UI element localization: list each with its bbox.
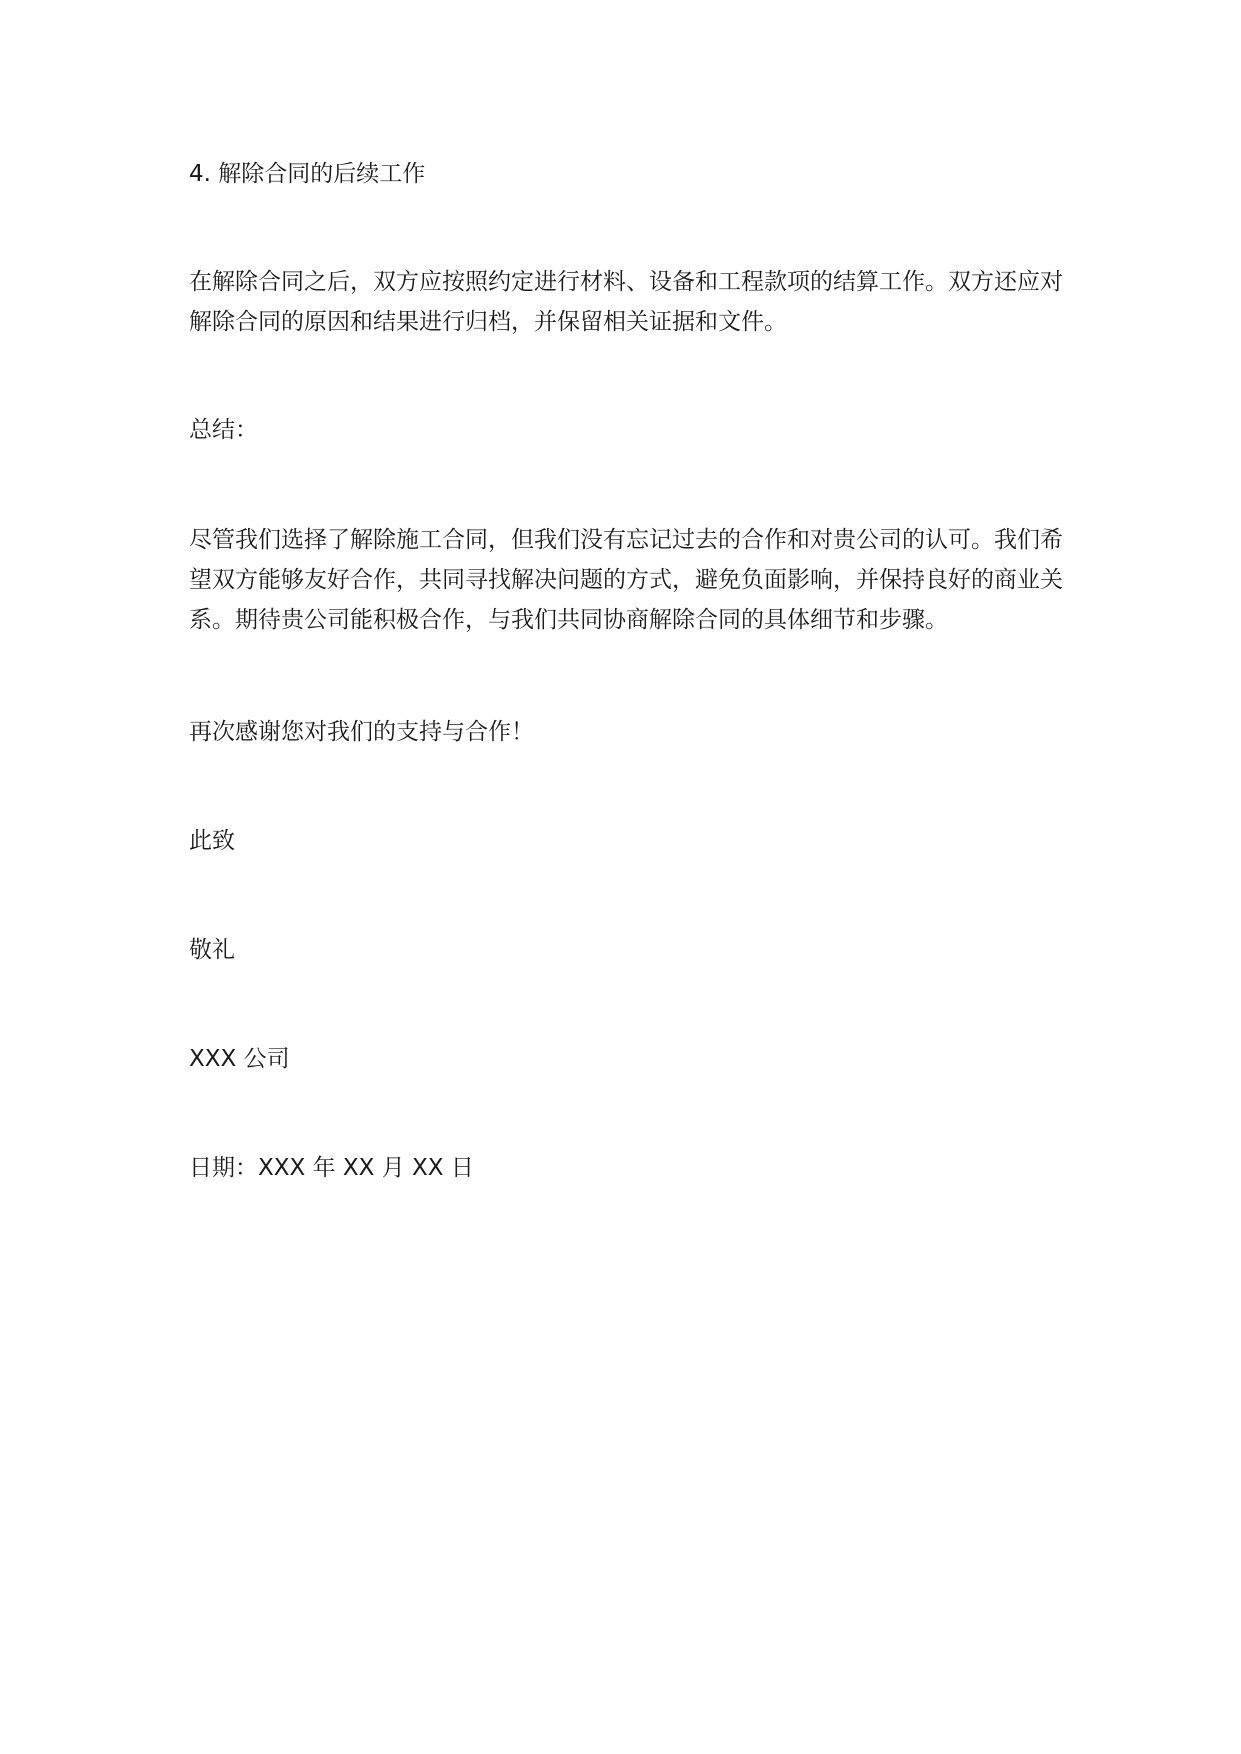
settlement-paragraph: 在解除合同之后，双方应按照约定进行材料、设备和工程款项的结算工作。双方还应对解除合同的原因和结果进行归档，并保留相关证据和文件。	[189, 269, 1063, 335]
summary-paragraph: 尽管我们选择了解除施工合同，但我们没有忘记过去的合作和对贵公司的认可。我们希望双方能够友好合作，共同寻找解决问题的方式，避免负面影响，并保持良好的商业关系。期待贵公司能积极合作，与我们共同协商解除合同的具体细节和步骤。	[189, 527, 1063, 633]
section-heading: 4. 解除合同的后续工作	[189, 161, 426, 187]
date-line: 日期：XXX 年 XX 月 XX 日	[189, 1155, 474, 1181]
thanks-line: 再次感谢您对我们的支持与合作！	[189, 719, 534, 745]
summary-label: 总结：	[189, 417, 258, 443]
company-signature: XXX 公司	[189, 1046, 290, 1072]
closing-regards: 敬礼	[189, 937, 235, 963]
closing-salutation: 此致	[189, 828, 235, 854]
